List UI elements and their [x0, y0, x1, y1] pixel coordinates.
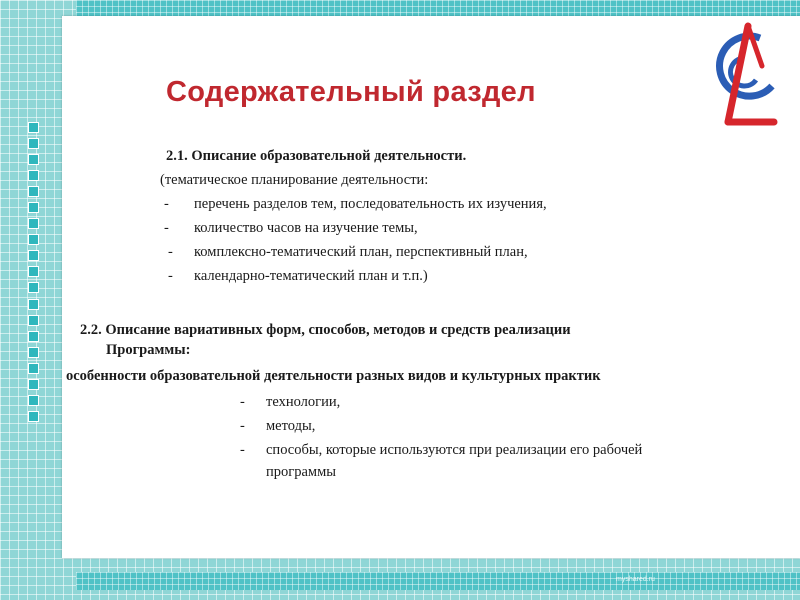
rail-square — [28, 411, 39, 422]
section2-heading: 2.2. Описание вариативных форм, способов, методов и средств реализации — [80, 322, 571, 338]
rail-square — [28, 250, 39, 261]
rail-square — [28, 170, 39, 181]
section2-heading-continued: Программы: — [106, 342, 191, 358]
rail-square — [28, 154, 39, 165]
bullet-dash: - — [240, 394, 245, 410]
list-item: количество часов на изучение темы, — [194, 220, 418, 236]
rail-square — [28, 282, 39, 293]
list-item: методы, — [266, 418, 316, 434]
rail-square — [28, 218, 39, 229]
rail-square — [28, 234, 39, 245]
section1-intro: (тематическое планирование деятельности: — [160, 172, 429, 188]
section2-subheading: особенности образовательной деятельности разных видов и культурных практик — [66, 368, 601, 384]
logo-emblem-icon — [702, 22, 786, 132]
rail-square — [28, 202, 39, 213]
rail-square — [28, 315, 39, 326]
rail-square — [28, 363, 39, 374]
rail-square — [28, 138, 39, 149]
bottom-decorative-stripe — [76, 572, 800, 590]
bullet-dash: - — [168, 268, 173, 284]
list-item-continued: программы — [266, 464, 336, 480]
rail-square — [28, 299, 39, 310]
bullet-dash: - — [164, 220, 169, 236]
list-item: технологии, — [266, 394, 341, 410]
section1-heading: 2.1. Описание образовательной деятельности. — [166, 148, 467, 164]
bullet-dash: - — [240, 418, 245, 434]
left-decorative-rail — [26, 122, 40, 422]
bullet-dash: - — [164, 196, 169, 212]
rail-square — [28, 347, 39, 358]
list-item: способы, которые используются при реализации его рабочей — [266, 442, 643, 458]
bullet-dash: - — [240, 442, 245, 458]
slide-title: Содержательный раздел — [166, 76, 536, 108]
rail-square — [28, 379, 39, 390]
bullet-dash: - — [168, 244, 173, 260]
rail-square — [28, 186, 39, 197]
rail-square — [28, 331, 39, 342]
watermark-text: myshared.ru — [616, 576, 655, 583]
list-item: календарно-тематический план и т.п.) — [194, 268, 428, 284]
list-item: перечень разделов тем, последовательность их изучения, — [194, 196, 547, 212]
list-item: комплексно-тематический план, перспективный план, — [194, 244, 528, 260]
rail-square — [28, 122, 39, 133]
rail-square — [28, 266, 39, 277]
rail-square — [28, 395, 39, 406]
